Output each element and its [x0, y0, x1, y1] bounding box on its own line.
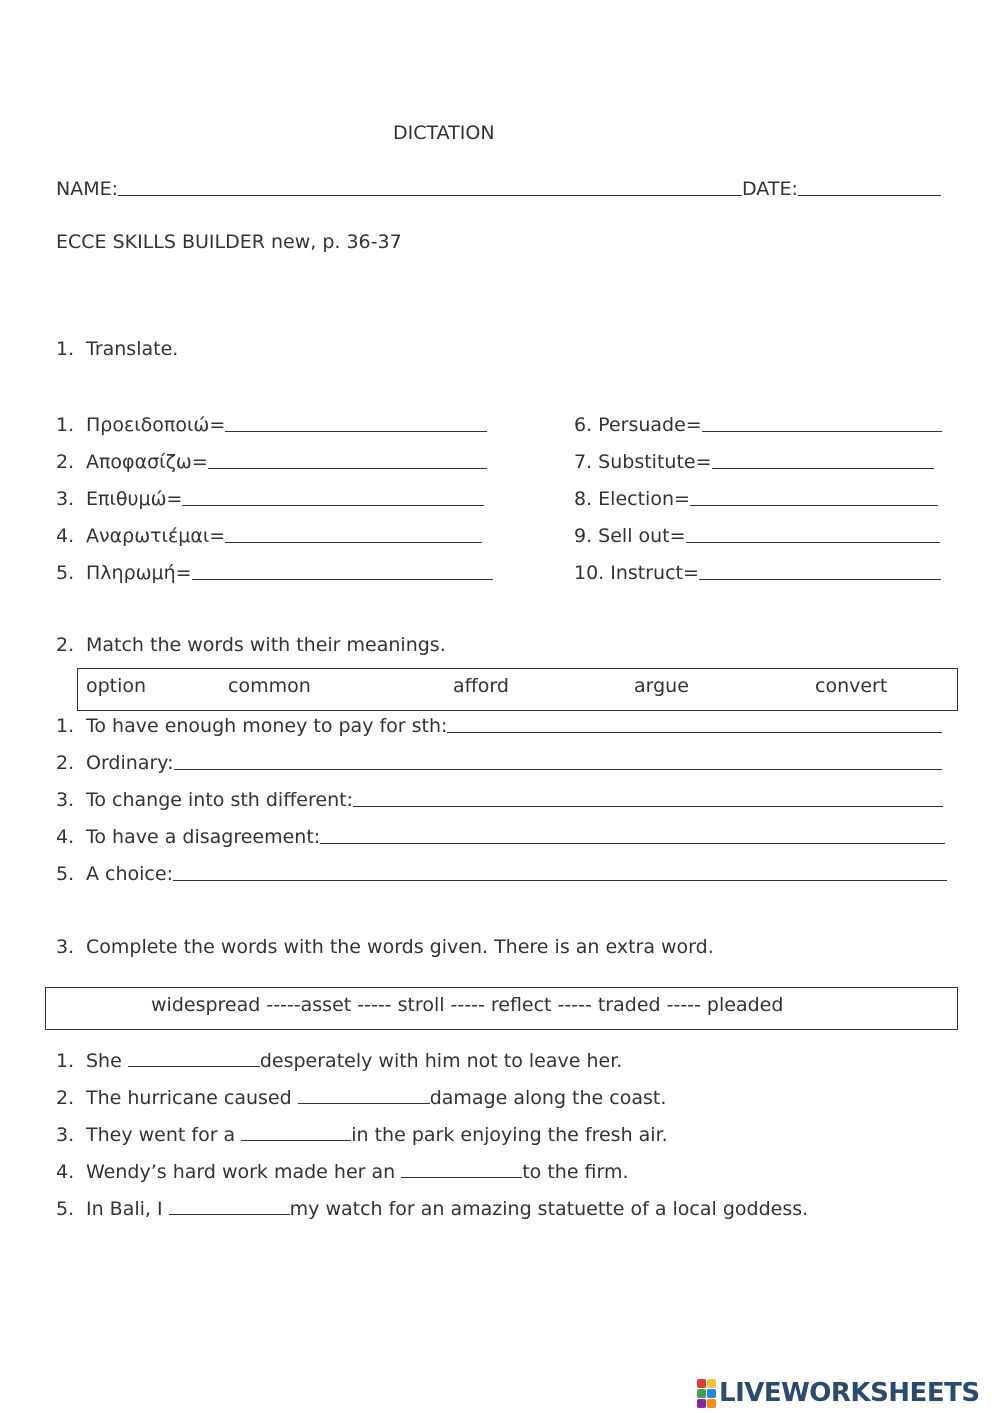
answer-blank[interactable]	[173, 880, 947, 881]
answer-blank[interactable]	[169, 1196, 290, 1215]
section-number: 2.	[56, 634, 75, 656]
gap-fill-item: 4. Wendy’s hard work made her an to the firm.	[56, 1161, 629, 1183]
translate-item: 1. Προειδοποιώ=	[56, 412, 487, 436]
answer-blank[interactable]	[128, 1048, 260, 1067]
gap-fill-item: 5. In Bali, I my watch for an amazing statuette of a local goddess.	[56, 1198, 809, 1220]
word-bank-word: option	[86, 675, 147, 697]
answer-blank[interactable]	[699, 579, 941, 580]
source-reference: ECCE SKILLS BUILDER new, p. 36-37	[56, 231, 402, 253]
translate-item: 3. Επιθυμώ=	[56, 486, 484, 510]
logo-text: LIVEWORKSHEETS	[719, 1378, 980, 1408]
gap-fill-item: 1. She desperately with him not to leave her.	[56, 1050, 623, 1072]
translate-item: 9. Sell out=	[574, 523, 940, 547]
answer-blank[interactable]	[690, 505, 938, 506]
date-field[interactable]	[798, 195, 941, 196]
section-instruction: Match the words with their meanings.	[86, 634, 446, 656]
match-item: 4. To have a disagreement:	[56, 824, 945, 848]
answer-blank[interactable]	[712, 468, 934, 469]
name-label: NAME:	[56, 178, 119, 200]
section-instruction: Translate.	[86, 338, 179, 360]
date-label: DATE:	[742, 178, 798, 200]
name-date-row	[56, 176, 941, 200]
match-item: 1. To have enough money to pay for sth:	[56, 713, 942, 737]
translate-item: 7. Substitute=	[574, 449, 934, 473]
liveworksheets-icon	[697, 1379, 716, 1408]
answer-blank[interactable]	[192, 579, 493, 580]
translate-item: 10. Instruct=	[574, 560, 941, 584]
match-item: 2. Ordinary:	[56, 750, 942, 774]
section-instruction: Complete the words with the words given. There is an extra word.	[86, 936, 714, 958]
translate-item: 6. Persuade=	[574, 412, 942, 436]
section-3-heading	[56, 936, 714, 958]
word-bank-word: common	[228, 675, 311, 697]
answer-blank[interactable]	[225, 542, 482, 543]
translate-item: 4. Αναρωτιέμαι=	[56, 523, 482, 547]
match-item: 3. To change into sth different:	[56, 787, 943, 811]
answer-blank[interactable]	[208, 468, 487, 469]
match-item: 5. A choice:	[56, 861, 947, 885]
answer-blank[interactable]	[182, 505, 484, 506]
word-bank-word: afford	[453, 675, 509, 697]
word-bank-word: argue	[634, 675, 689, 697]
word-bank-box	[77, 668, 958, 711]
gap-fill-item: 3. They went for a in the park enjoying the fresh air.	[56, 1124, 668, 1146]
answer-blank[interactable]	[401, 1159, 522, 1178]
answer-blank[interactable]	[241, 1122, 351, 1141]
gap-fill-item: 2. The hurricane caused damage along the coast.	[56, 1087, 667, 1109]
section-1-heading	[56, 338, 178, 360]
section-number: 3.	[56, 936, 75, 958]
answer-blank[interactable]	[225, 431, 487, 432]
word-bank-word: convert	[815, 675, 888, 697]
liveworksheets-logo[interactable]	[697, 1378, 980, 1408]
answer-blank[interactable]	[298, 1085, 430, 1104]
answer-blank[interactable]	[686, 542, 940, 543]
answer-blank[interactable]	[447, 732, 942, 733]
word-bank-text: widespread -----asset ----- stroll ----- reflect ----- traded ----- pleaded	[151, 994, 784, 1016]
translate-item: 2. Αποφασίζω=	[56, 449, 487, 473]
answer-blank[interactable]	[353, 806, 943, 807]
section-number: 1.	[56, 338, 75, 360]
answer-blank[interactable]	[320, 843, 945, 844]
answer-blank[interactable]	[174, 769, 942, 770]
translate-item: 8. Election=	[574, 486, 938, 510]
page-title: DICTATION	[393, 122, 495, 144]
translate-item: 5. Πληρωμή=	[56, 560, 493, 584]
name-field[interactable]	[118, 195, 742, 196]
section-2-heading	[56, 634, 446, 656]
answer-blank[interactable]	[702, 431, 942, 432]
word-bank-box	[45, 987, 958, 1030]
